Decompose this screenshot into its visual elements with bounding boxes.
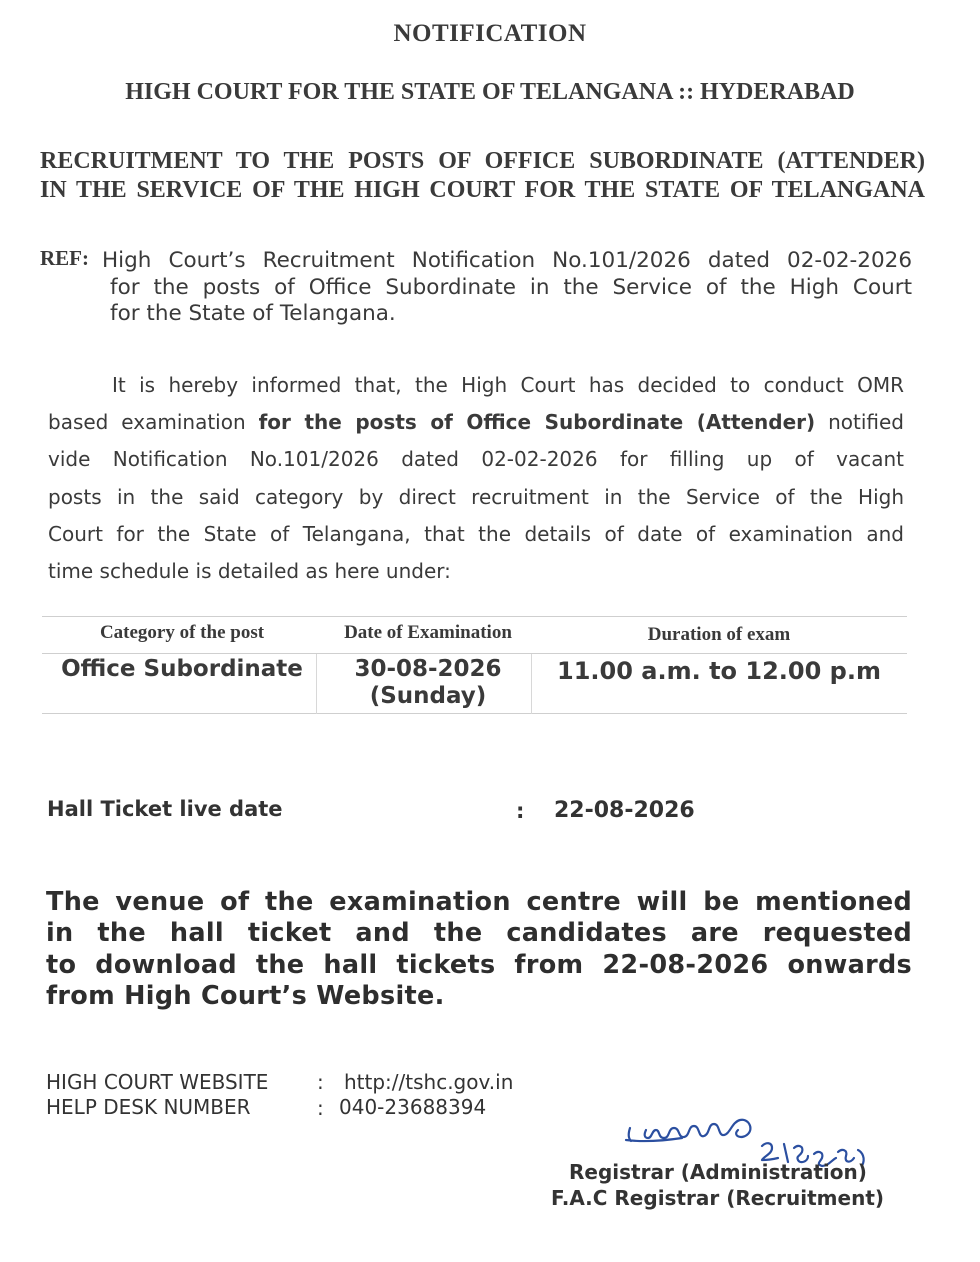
body-paragraph-line: time schedule is detailed as here under: [48, 559, 451, 583]
body-paragraph-line: Court for the State of Telangana, that the details of date of examination and [48, 522, 904, 546]
venue-notice-line: in the hall ticket and the candidates are requested [46, 918, 912, 948]
table-rule [42, 653, 907, 654]
table-cell-duration: 11.00 a.m. to 12.00 p.m [557, 657, 881, 685]
ref-label: REF: [40, 246, 89, 270]
body-text: notified [815, 410, 905, 434]
body-text-bold: for the posts of Office Subordinate (Attender) [258, 410, 816, 434]
website-label: HIGH COURT WEBSITE [46, 1070, 269, 1094]
venue-notice-line: The venue of the examination centre will be mentioned [46, 887, 912, 917]
ref-text-line: High Court’s Recruitment Notification No.101/2026 dated 02-02-2026 [102, 248, 912, 273]
subject-line: IN THE SERVICE OF THE HIGH COURT FOR THE STATE OF TELANGANA [40, 177, 925, 203]
website-link[interactable]: http://tshc.gov.in [344, 1070, 514, 1094]
court-title: HIGH COURT FOR THE STATE OF TELANGANA :: HYDERABAD [125, 79, 855, 105]
signatory-designation: F.A.C Registrar (Recruitment) [551, 1186, 885, 1210]
subject-line: RECRUITMENT TO THE POSTS OF OFFICE SUBORDINATE (ATTENDER) [40, 148, 925, 174]
body-paragraph-line [48, 410, 904, 434]
helpdesk-label: HELP DESK NUMBER [46, 1095, 251, 1119]
table-cell-category: Office Subordinate [61, 656, 303, 682]
helpdesk-number: 040-23688394 [339, 1095, 487, 1119]
ref-text-line: for the posts of Office Subordinate in the Service of the High Court [110, 275, 912, 300]
helpdesk-colon: : [317, 1096, 324, 1120]
table-rule [42, 713, 907, 714]
hall-ticket-date: 22-08-2026 [554, 798, 695, 823]
table-header-date: Date of Examination [344, 622, 512, 643]
ref-text-line: for the State of Telangana. [110, 301, 396, 326]
table-header-category: Category of the post [99, 622, 265, 643]
hall-ticket-colon: : [516, 799, 525, 823]
notification-title: NOTIFICATION [393, 20, 587, 47]
body-paragraph-line: posts in the said category by direct recruitment in the Service of the High [48, 485, 904, 509]
table-header-duration: Duration of exam [647, 624, 791, 645]
body-paragraph-line: It is hereby informed that, the High Court has decided to conduct OMR [112, 373, 904, 397]
venue-notice-line: to download the hall tickets from 22-08-2026 onwards [46, 950, 912, 980]
exam-schedule-table [42, 616, 907, 714]
table-cell-date: 30-08-2026 [354, 656, 502, 682]
venue-notice-line: from High Court’s Website. [46, 981, 445, 1011]
website-colon: : [317, 1070, 324, 1094]
signatory-designation: Registrar (Administration) [569, 1160, 867, 1184]
body-text: based examination [48, 410, 259, 434]
hall-ticket-label: Hall Ticket live date [47, 797, 283, 821]
table-rule [42, 616, 907, 617]
table-cell-day: (Sunday) [369, 683, 487, 709]
body-paragraph-line: vide Notification No.101/2026 dated 02-02-2026 for filling up of vacant [48, 447, 904, 471]
